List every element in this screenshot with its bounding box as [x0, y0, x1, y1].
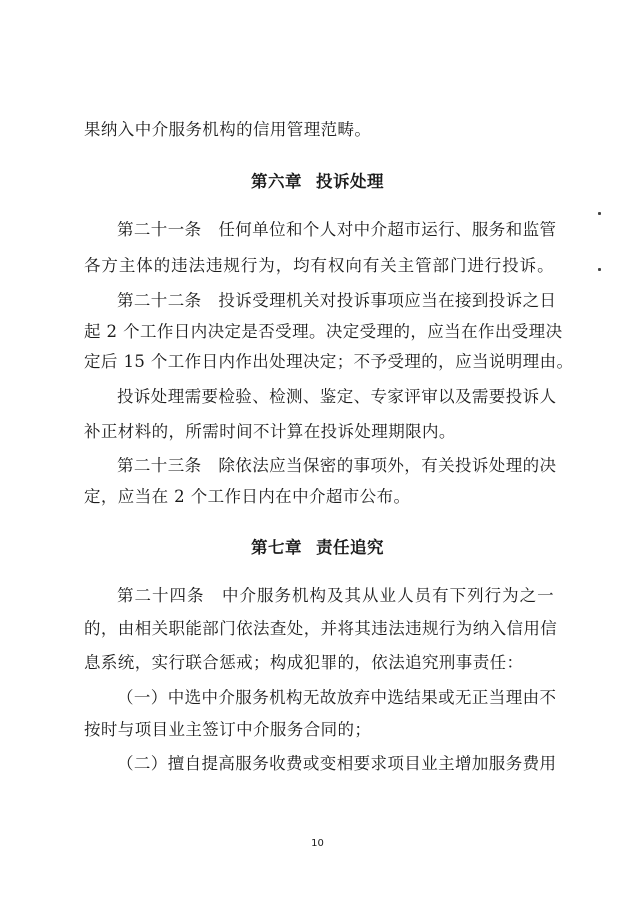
chapter-heading-6: [0, 172, 635, 192]
page-number: 10: [311, 838, 324, 849]
paragraph-line: 第二十一条 任何单位和个人对中介超市运行、服务和监管: [117, 220, 557, 239]
paragraph-line: 的，由相关职能部门依法查处，并将其违法违规行为纳入信用信: [84, 619, 558, 638]
paragraph-line: （一）中选中介服务机构无故放弃中选结果或无正当理由不: [117, 688, 557, 707]
paragraph-line: 第二十二条 投诉受理机关对投诉事项应当在接到投诉之日: [117, 291, 557, 310]
chapter-heading-7: [0, 538, 635, 558]
paragraph-line: 定，应当在 2 个工作日内在中介超市公布。: [84, 487, 411, 506]
paragraph-line: 按时与项目业主签订中介服务合同的；: [84, 720, 372, 739]
paragraph-line: （二）擅自提高服务收费或变相要求项目业主增加服务费用: [117, 754, 557, 773]
chapter-number: 第六章: [251, 172, 302, 191]
chapter-title: 投诉处理: [316, 172, 384, 191]
chapter-title: 责任追究: [316, 538, 384, 557]
chapter-number: 第七章: [251, 538, 302, 557]
paragraph-line: 息系统，实行联合惩戒；构成犯罪的，依法追究刑事责任：: [84, 653, 524, 672]
paragraph-line: 补正材料的，所需时间不计算在投诉处理期限内。: [84, 422, 456, 441]
paragraph-line: 投诉处理需要检验、检测、鉴定、专家评审以及需要投诉人: [117, 387, 557, 406]
scan-speck: [598, 268, 601, 271]
paragraph-line: 起 2 个工作日内决定是否受理。决定受理的，应当在作出受理决: [84, 322, 563, 341]
paragraph-line: 各方主体的违法违规行为，均有权向有关主管部门进行投诉。: [84, 256, 554, 275]
paragraph-line: 定后 15 个工作日内作出处理决定；不予受理的，应当说明理由。: [84, 352, 574, 371]
scan-speck: [598, 212, 601, 215]
paragraph-line: 第二十四条 中介服务机构及其从业人员有下列行为之一: [117, 586, 554, 605]
paragraph-line: 果纳入中介服务机构的信用管理范畴。: [84, 120, 372, 139]
paragraph-line: 第二十三条 除依法应当保密的事项外，有关投诉处理的决: [117, 456, 557, 475]
